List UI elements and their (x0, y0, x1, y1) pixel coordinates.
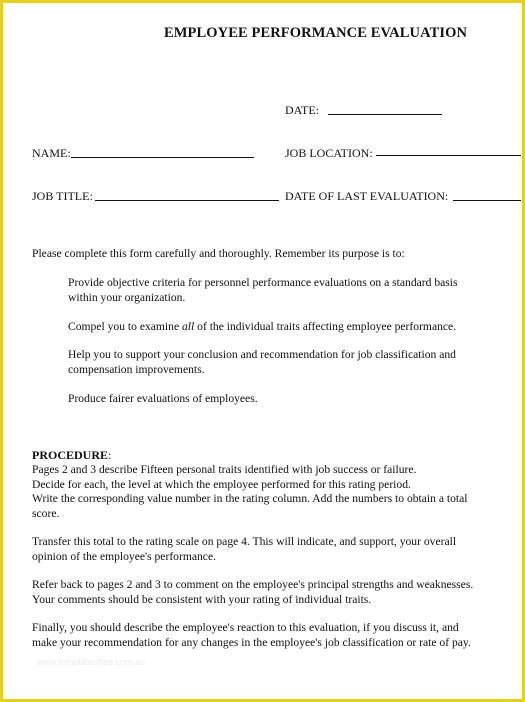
purpose-text: Help you to support your conclusion and recommendation for job classification and (68, 348, 456, 361)
procedure-line: Decide for each, the level at which the employee performed for this rating period. (32, 477, 411, 491)
procedure-paragraph (32, 621, 471, 650)
job-location-field[interactable] (376, 155, 521, 156)
procedure-line: Your comments should be consistent with your rating of individual traits. (32, 592, 372, 606)
name-field[interactable] (71, 157, 254, 158)
purpose-item (68, 276, 458, 305)
procedure-paragraph (32, 535, 456, 564)
procedure-heading-colon: : (108, 448, 112, 462)
procedure-paragraph (32, 463, 467, 521)
purpose-text: Compel you to examine (68, 320, 182, 333)
procedure-line: Write the corresponding value number in the rating column. Add the numbers to obtain a total (32, 492, 468, 505)
procedure-line: Refer back to pages 2 and 3 to comment on the employee's principal strengths and weaknesses. (32, 578, 474, 591)
procedure-line: Transfer this total to the rating scale on page 4. This will indicate, and support, your overall (32, 535, 457, 548)
purpose-text: within your organization. (68, 290, 186, 304)
procedure-paragraph (32, 578, 473, 607)
last-evaluation-field[interactable] (453, 200, 521, 201)
purpose-item (68, 392, 258, 407)
job-title-field[interactable] (95, 200, 279, 201)
purpose-item (68, 320, 456, 335)
document-title: EMPLOYEE PERFORMANCE EVALUATION (164, 25, 468, 41)
purpose-text: compensation improvements. (68, 362, 205, 376)
date-field[interactable] (328, 114, 442, 115)
watermark-text: www.templatesfree.com.au (37, 657, 146, 667)
purpose-text: of the individual traits affecting employee performance. (194, 320, 457, 333)
job-location-label: JOB LOCATION: (285, 146, 373, 160)
last-evaluation-label: DATE OF LAST EVALUATION: (285, 189, 449, 203)
procedure-line: opinion of the employee's performance. (32, 549, 216, 563)
intro-lead: Please complete this form carefully and thoroughly. Remember its purpose is to: (32, 247, 405, 260)
procedure-line: score. (32, 506, 60, 520)
procedure-heading-text: PROCEDURE (32, 448, 109, 462)
purpose-text: Produce fairer evaluations of employees. (68, 392, 258, 405)
purpose-text: Provide objective criteria for personnel performance evaluations on a standard basis (68, 276, 458, 289)
date-label: DATE: (285, 103, 319, 117)
procedure-heading (32, 448, 111, 463)
purpose-emphasis: all (182, 320, 195, 333)
procedure-line: Pages 2 and 3 describe Fifteen personal traits identified with job success or failure. (32, 463, 417, 476)
procedure-line: Finally, you should describe the employee's reaction to this evaluation, if you discuss it, and (32, 621, 459, 634)
name-label: NAME: (32, 146, 71, 160)
job-title-label: JOB TITLE: (32, 189, 93, 203)
procedure-line: make your recommendation for any changes in the employee's job classification or rate of pay. (32, 635, 471, 649)
purpose-item (68, 348, 456, 377)
